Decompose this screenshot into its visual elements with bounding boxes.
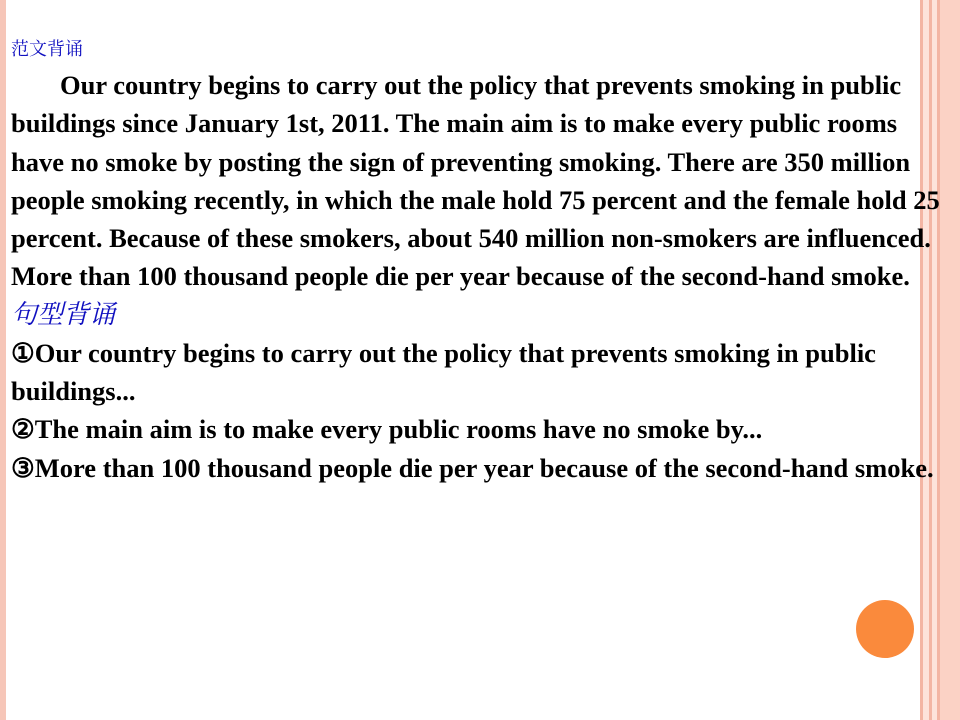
left-edge-decoration <box>0 0 6 720</box>
sentence-pattern-2: ②The main aim is to make every public rooms have no smoke by... <box>11 414 763 445</box>
model-essay-paragraph: Our country begins to carry out the policy that prevents smoking in public buildings since January 1st, 2011. The main aim is to make every public rooms have no smoke by posting the sign of preventing smoking. There are 350 million people smoking recently, in which the male hold 75 percent and the female hold 25 percent. Because of these smokers, about 540 million non-smokers are influenced. More than 100 thousand people die per year because of the second-hand smoke. <box>11 70 940 292</box>
sentence-pattern-1: ①Our country begins to carry out the policy that prevents smoking in public buildings... <box>11 337 876 407</box>
sentence-patterns-heading: 句型背诵 <box>11 299 116 330</box>
orange-circle-decoration <box>856 600 914 658</box>
model-essay-heading: 范文背诵 <box>11 39 83 60</box>
slide-content <box>11 34 941 487</box>
sentence-pattern-3: ③More than 100 thousand people die per year because of the second-hand smoke. <box>11 452 934 483</box>
